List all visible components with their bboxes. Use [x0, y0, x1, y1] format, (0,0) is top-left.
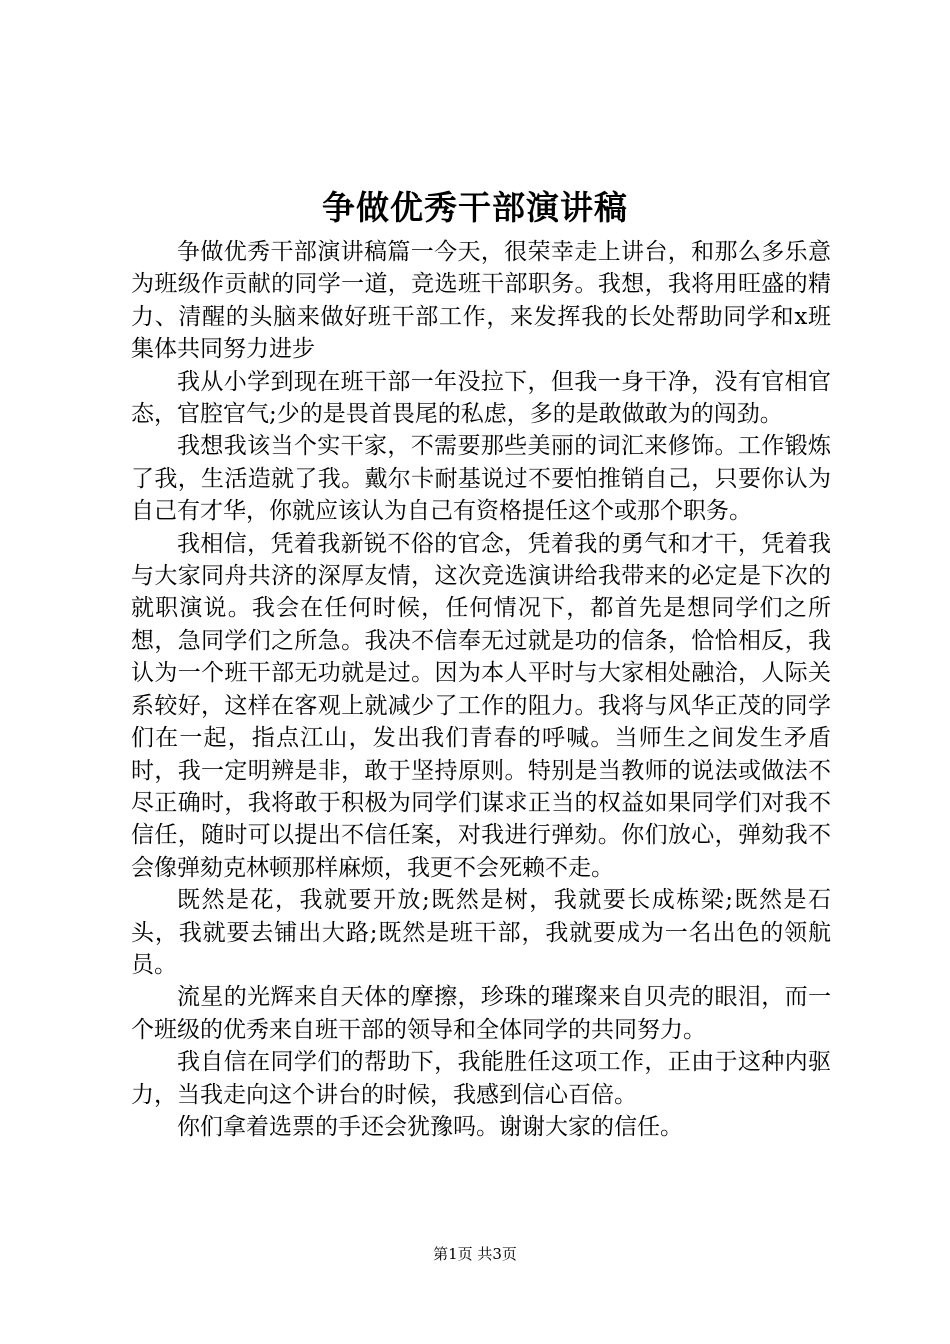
document-title: 争做优秀干部演讲稿: [322, 188, 628, 227]
paragraph-8: 你们拿着选票的手还会犹豫吗。谢谢大家的信任。: [177, 1113, 683, 1140]
paragraph-3: 我想我该当个实干家，不需要那些美丽的词汇来修饰。工作锻炼了我，生活造就了我。戴尔卡耐基说过不要怕推销自己，只要你认为自己有才华，你就应该认为自己有资格提任这个或那个职务。: [131, 433, 831, 525]
paragraph-5: 既然是花，我就要开放;既然是树，我就要长成栋梁;既然是石头，我就要去铺出大路;既然是班干部，我就要成为一名出色的领航员。: [131, 887, 831, 978]
paragraph-1: 争做优秀干部演讲稿篇一今天，很荣幸走上讲台，和那么多乐意为班级作贡献的同学一道，竞选班干部职务。我想，我将用旺盛的精力、清醒的头脑来做好班干部工作，来发挥我的长处帮助同学和x班集体共同努力进步: [131, 239, 831, 363]
page-number-footer: 第1页 共3页: [433, 1245, 517, 1263]
paragraph-4: 我相信，凭着我新锐不俗的官念，凭着我的勇气和才干，凭着我与大家同舟共济的深厚友情，这次竞选演讲给我带来的必定是下次的就职演说。我会在任何时候，任何情况下，都首先是想同学们之所想，急同学们之所急。我决不信奉无过就是功的信条，恰恰相反，我认为一个班干部无功就是过。因为本人平时与大家相处融洽，人际关系较好，这样在客观上就减少了工作的阻力。我将与风华正茂的同学们在一起，指点江山，发出我们青春的呼喊。当师生之间发生矛盾时，我一定明辨是非，敢于坚持原则。特别是当教师的说法或做法不尽正确时，我将敢于积极为同学们谋求正当的权益如果同学们对我不信任，随时可以提出不信任案，对我进行弹劾。你们放心，弹劾我不会像弹劾克林顿那样麻烦，我更不会死赖不走。: [131, 530, 831, 881]
paragraph-2: 我从小学到现在班干部一年没拉下，但我一身干净，没有官相官态，官腔官气;少的是畏首畏尾的私虑，多的是敢做敢为的闯劲。: [131, 368, 831, 428]
document-body: [131, 236, 831, 1143]
paragraph-6: 流星的光辉来自天体的摩擦，珍珠的璀璨来自贝壳的眼泪，而一个班级的优秀来自班干部的领导和全体同学的共同努力。: [131, 984, 831, 1043]
paragraph-7: 我自信在同学们的帮助下，我能胜任这项工作，正由于这种内驱力，当我走向这个讲台的时候，我感到信心百倍。: [131, 1049, 831, 1108]
